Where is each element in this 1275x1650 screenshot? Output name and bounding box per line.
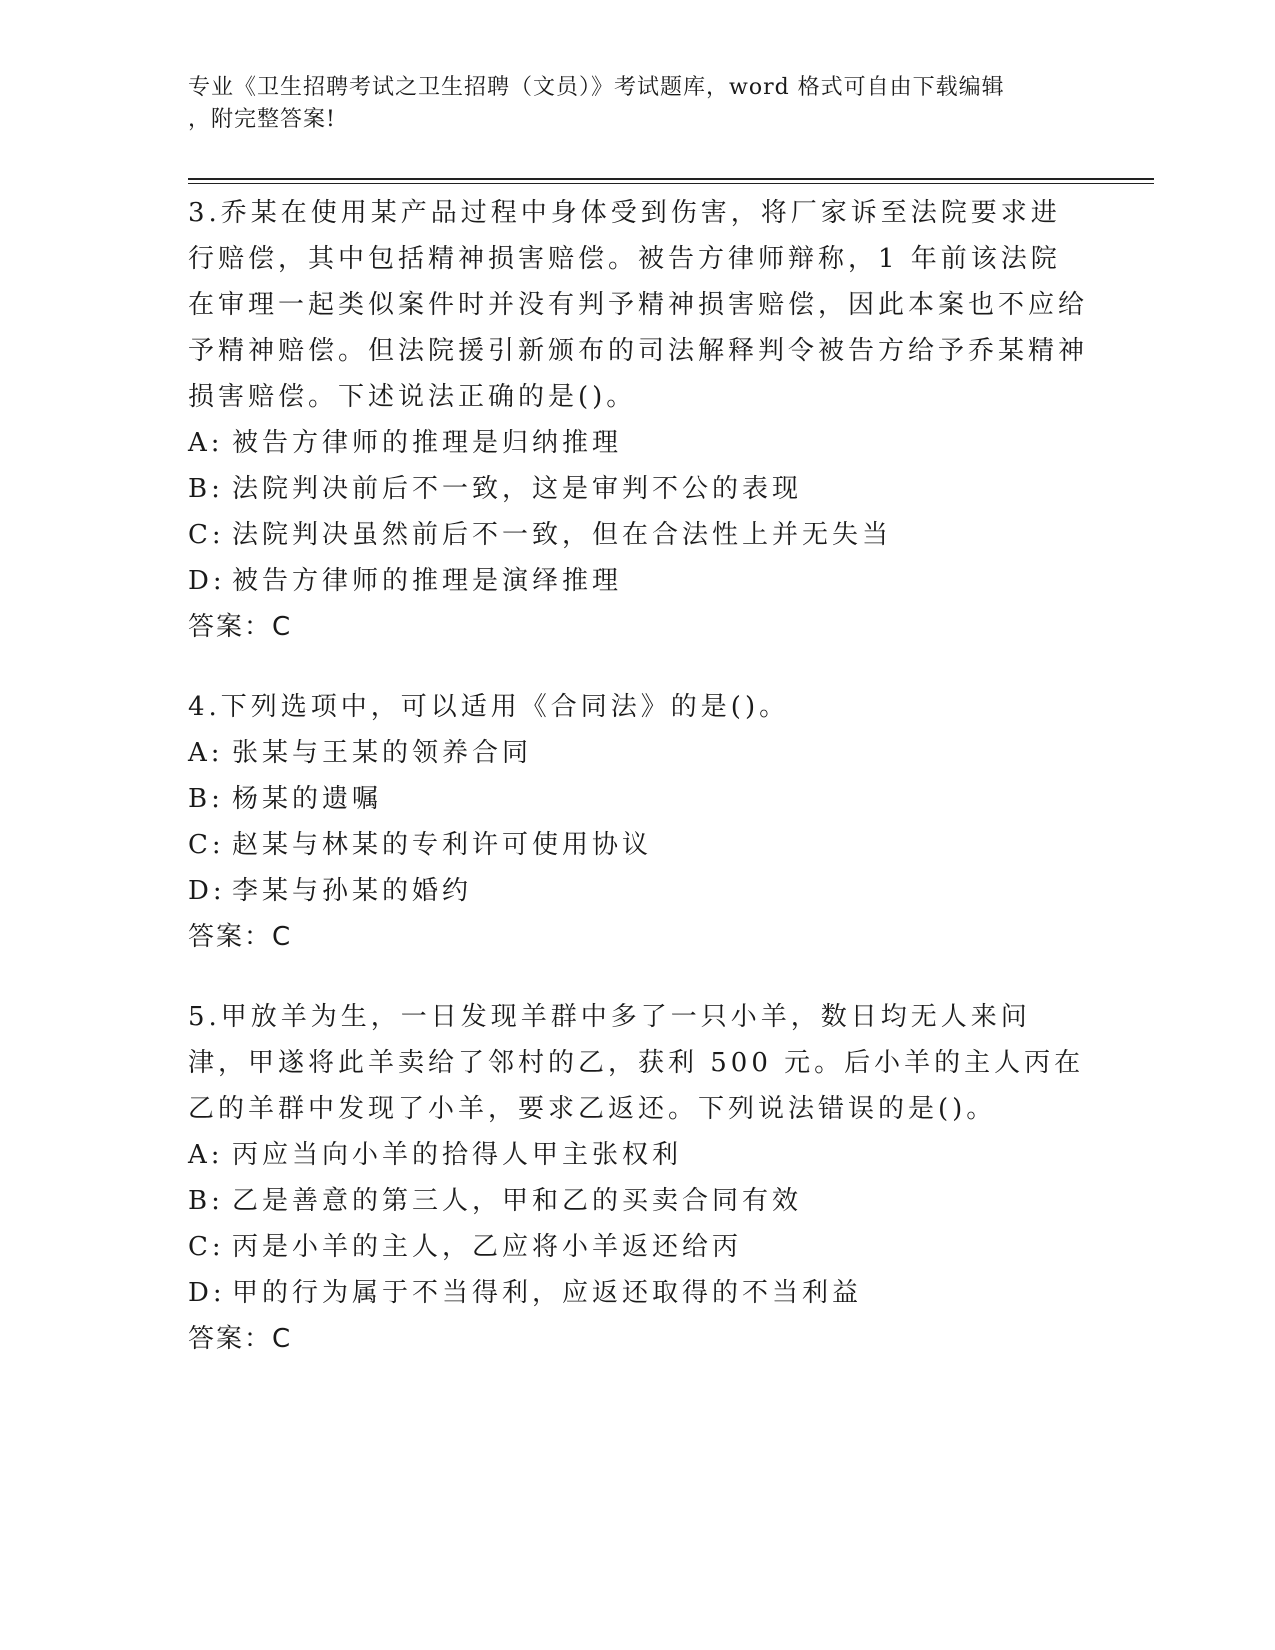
option-letter: D: — [188, 1278, 226, 1308]
header-line-1: 专业《卫生招聘考试之卫生招聘（文员）》考试题库，word 格式可自由下载编辑 — [188, 75, 1005, 100]
answer-line: 答案：C — [188, 1324, 293, 1354]
option-text: 乙是善意的第三人，甲和乙的买卖合同有效 — [232, 1186, 803, 1216]
option-text: 法院判决虽然前后不一致，但在合法性上并无失当 — [232, 520, 893, 550]
option-text: 甲的行为属于不当得利，应返还取得的不当利益 — [232, 1278, 863, 1308]
option-letter: A: — [188, 428, 224, 458]
option-b — [188, 1178, 1088, 1224]
option-letter: B: — [188, 474, 224, 504]
option-letter: B: — [188, 784, 224, 814]
option-text: 赵某与林某的专利许可使用协议 — [232, 830, 653, 860]
option-d — [188, 1270, 1088, 1316]
question-4 — [188, 684, 1088, 960]
option-letter: D: — [188, 876, 226, 906]
page-header — [188, 72, 1068, 136]
option-letter: A: — [188, 1140, 224, 1170]
option-b — [188, 466, 1088, 512]
question-3 — [188, 190, 1088, 650]
option-letter: C: — [188, 1232, 225, 1262]
option-text: 杨某的遗嘱 — [232, 784, 383, 814]
option-a — [188, 730, 1088, 776]
question-stem: 5.甲放羊为生，一日发现羊群中多了一只小羊，数日均无人来问津，甲遂将此羊卖给了邻村的乙，获利 500 元。后小羊的主人丙在乙的羊群中发现了小羊，要求乙返还。下列说法错误的是()。 — [188, 1002, 1085, 1124]
option-d — [188, 558, 1088, 604]
option-text: 丙是小羊的主人，乙应将小羊返还给丙 — [232, 1232, 743, 1262]
option-text: 被告方律师的推理是归纳推理 — [232, 428, 623, 458]
option-b — [188, 776, 1088, 822]
option-c — [188, 1224, 1088, 1270]
question-5 — [188, 994, 1088, 1362]
option-d — [188, 868, 1088, 914]
option-letter: C: — [188, 830, 225, 860]
answer-line: 答案：C — [188, 612, 293, 642]
option-text: 法院判决前后不一致，这是审判不公的表现 — [232, 474, 803, 504]
option-c — [188, 822, 1088, 868]
option-text: 李某与孙某的婚约 — [232, 876, 473, 906]
option-a — [188, 420, 1088, 466]
option-letter: B: — [188, 1186, 224, 1216]
header-line-2: ，附完整答案! — [188, 107, 336, 132]
question-stem: 4.下列选项中，可以适用《合同法》的是()。 — [188, 692, 790, 722]
option-text: 丙应当向小羊的拾得人甲主张权利 — [232, 1140, 683, 1170]
header-divider-thin — [188, 183, 1154, 184]
option-text: 张某与王某的领养合同 — [232, 738, 533, 768]
question-list — [188, 190, 1088, 1396]
question-stem: 3.乔某在使用某产品过程中身体受到伤害，将厂家诉至法院要求进行赔偿，其中包括精神损害赔偿。被告方律师辩称，1 年前该法院在审理一起类似案件时并没有判予精神损害赔偿，因此本案也不应给予精神赔偿。但法院援引新颁布的司法解释判令被告方给予乔某精神损害赔偿。下述说法正确的是()。 — [188, 198, 1089, 412]
answer-line: 答案：C — [188, 922, 293, 952]
option-letter: A: — [188, 738, 224, 768]
option-a — [188, 1132, 1088, 1178]
header-divider-thick — [188, 178, 1154, 180]
option-c — [188, 512, 1088, 558]
option-text: 被告方律师的推理是演绎推理 — [232, 566, 623, 596]
option-letter: C: — [188, 520, 225, 550]
option-letter: D: — [188, 566, 226, 596]
